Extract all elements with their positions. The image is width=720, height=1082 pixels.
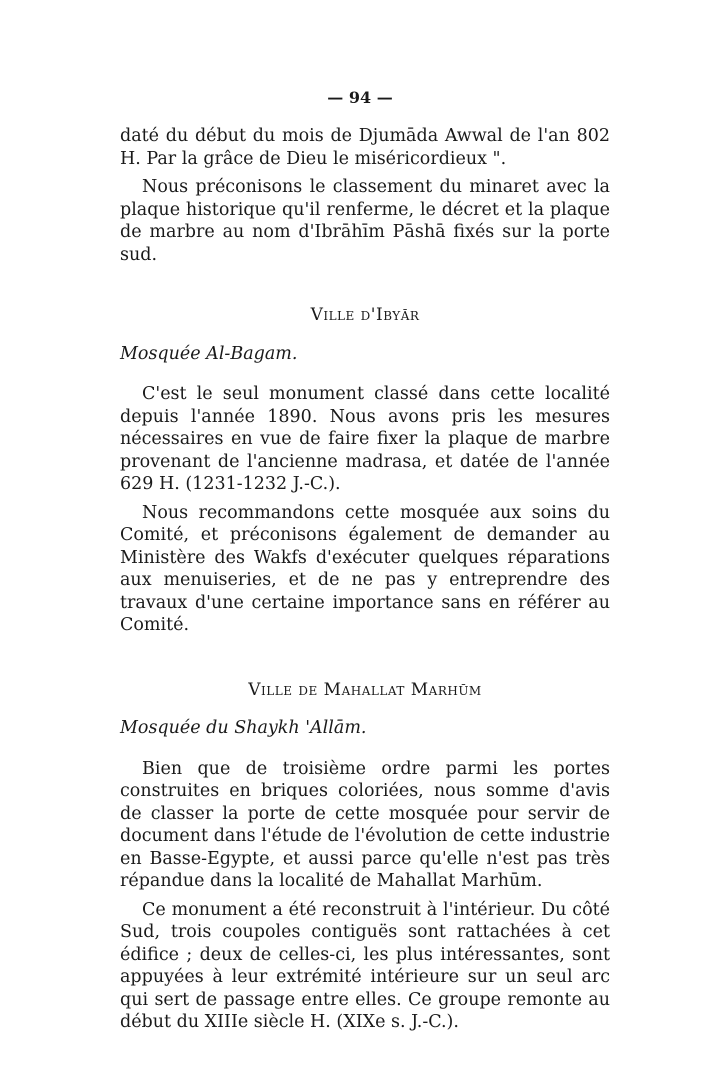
- section-title-ibyar: Ville d'Ibyār: [310, 305, 420, 325]
- al-bagam-paragraph-1: C'est le seul monument classé dans cette localité depuis l'année 1890. Nous avons pris les mesures nécessaires en vue de faire fixer la plaque de marbre provenant de l'ancienne madrasa, et datée de l'année 629 H. (1231-1232 J.-C.).: [120, 384, 610, 494]
- shaykh-allam-paragraph-2: Ce monument a été reconstruit à l'intérieur. Du côté Sud, trois coupoles contiguës sont rattachées à cet édifice ; deux de celles-ci, les plus intéressantes, sont appuyées à leur extrémité intérieure sur un seul arc qui sert de passage entre elles. Ce groupe remonte au début du XIIIe siècle H. (XIXe s. J.-C.).: [120, 899, 610, 1032]
- section-title-mahallat-marhum: Ville de Mahallat Marhūm: [248, 679, 482, 700]
- al-bagam-paragraph-2: Nous recommandons cette mosquée aux soins du Comité, et préconisons également de demander au Ministère des Wakfs d'exécuter quelques réparations aux menuiseries, et de ne pas y entreprendre des travaux d'une certaine importance sans en référer au Comité.: [120, 502, 610, 635]
- page-number: — 94 —: [327, 88, 393, 107]
- mosque-title-shaykh-allam: Mosquée du Shaykh 'Allām.: [120, 718, 367, 738]
- mosque-title-al-bagam: Mosquée Al-Bagam.: [120, 343, 298, 364]
- intro-paragraph-recommendation: Nous préconisons le classement du minaret avec la plaque historique qu'il renferme, le décret et la plaque de marbre au nom d'Ibrāhīm Pāshā fixés sur la porte sud.: [120, 177, 610, 265]
- shaykh-allam-paragraph-1: Bien que de troisième ordre parmi les portes construites en briques coloriées, nous somme d'avis de classer la porte de cette mosquée pour servir de document dans l'étude de l'évolution de cette industrie en Basse-Egypte, et aussi parce qu'elle n'est pas très répandue dans la localité de Mahallat Marhūm.: [120, 758, 610, 891]
- intro-paragraph-continued: daté du début du mois de Djumāda Awwal de l'an 802 H. Par la grâce de Dieu le miséricordieux ".: [120, 126, 610, 169]
- page-body: [120, 125, 610, 1034]
